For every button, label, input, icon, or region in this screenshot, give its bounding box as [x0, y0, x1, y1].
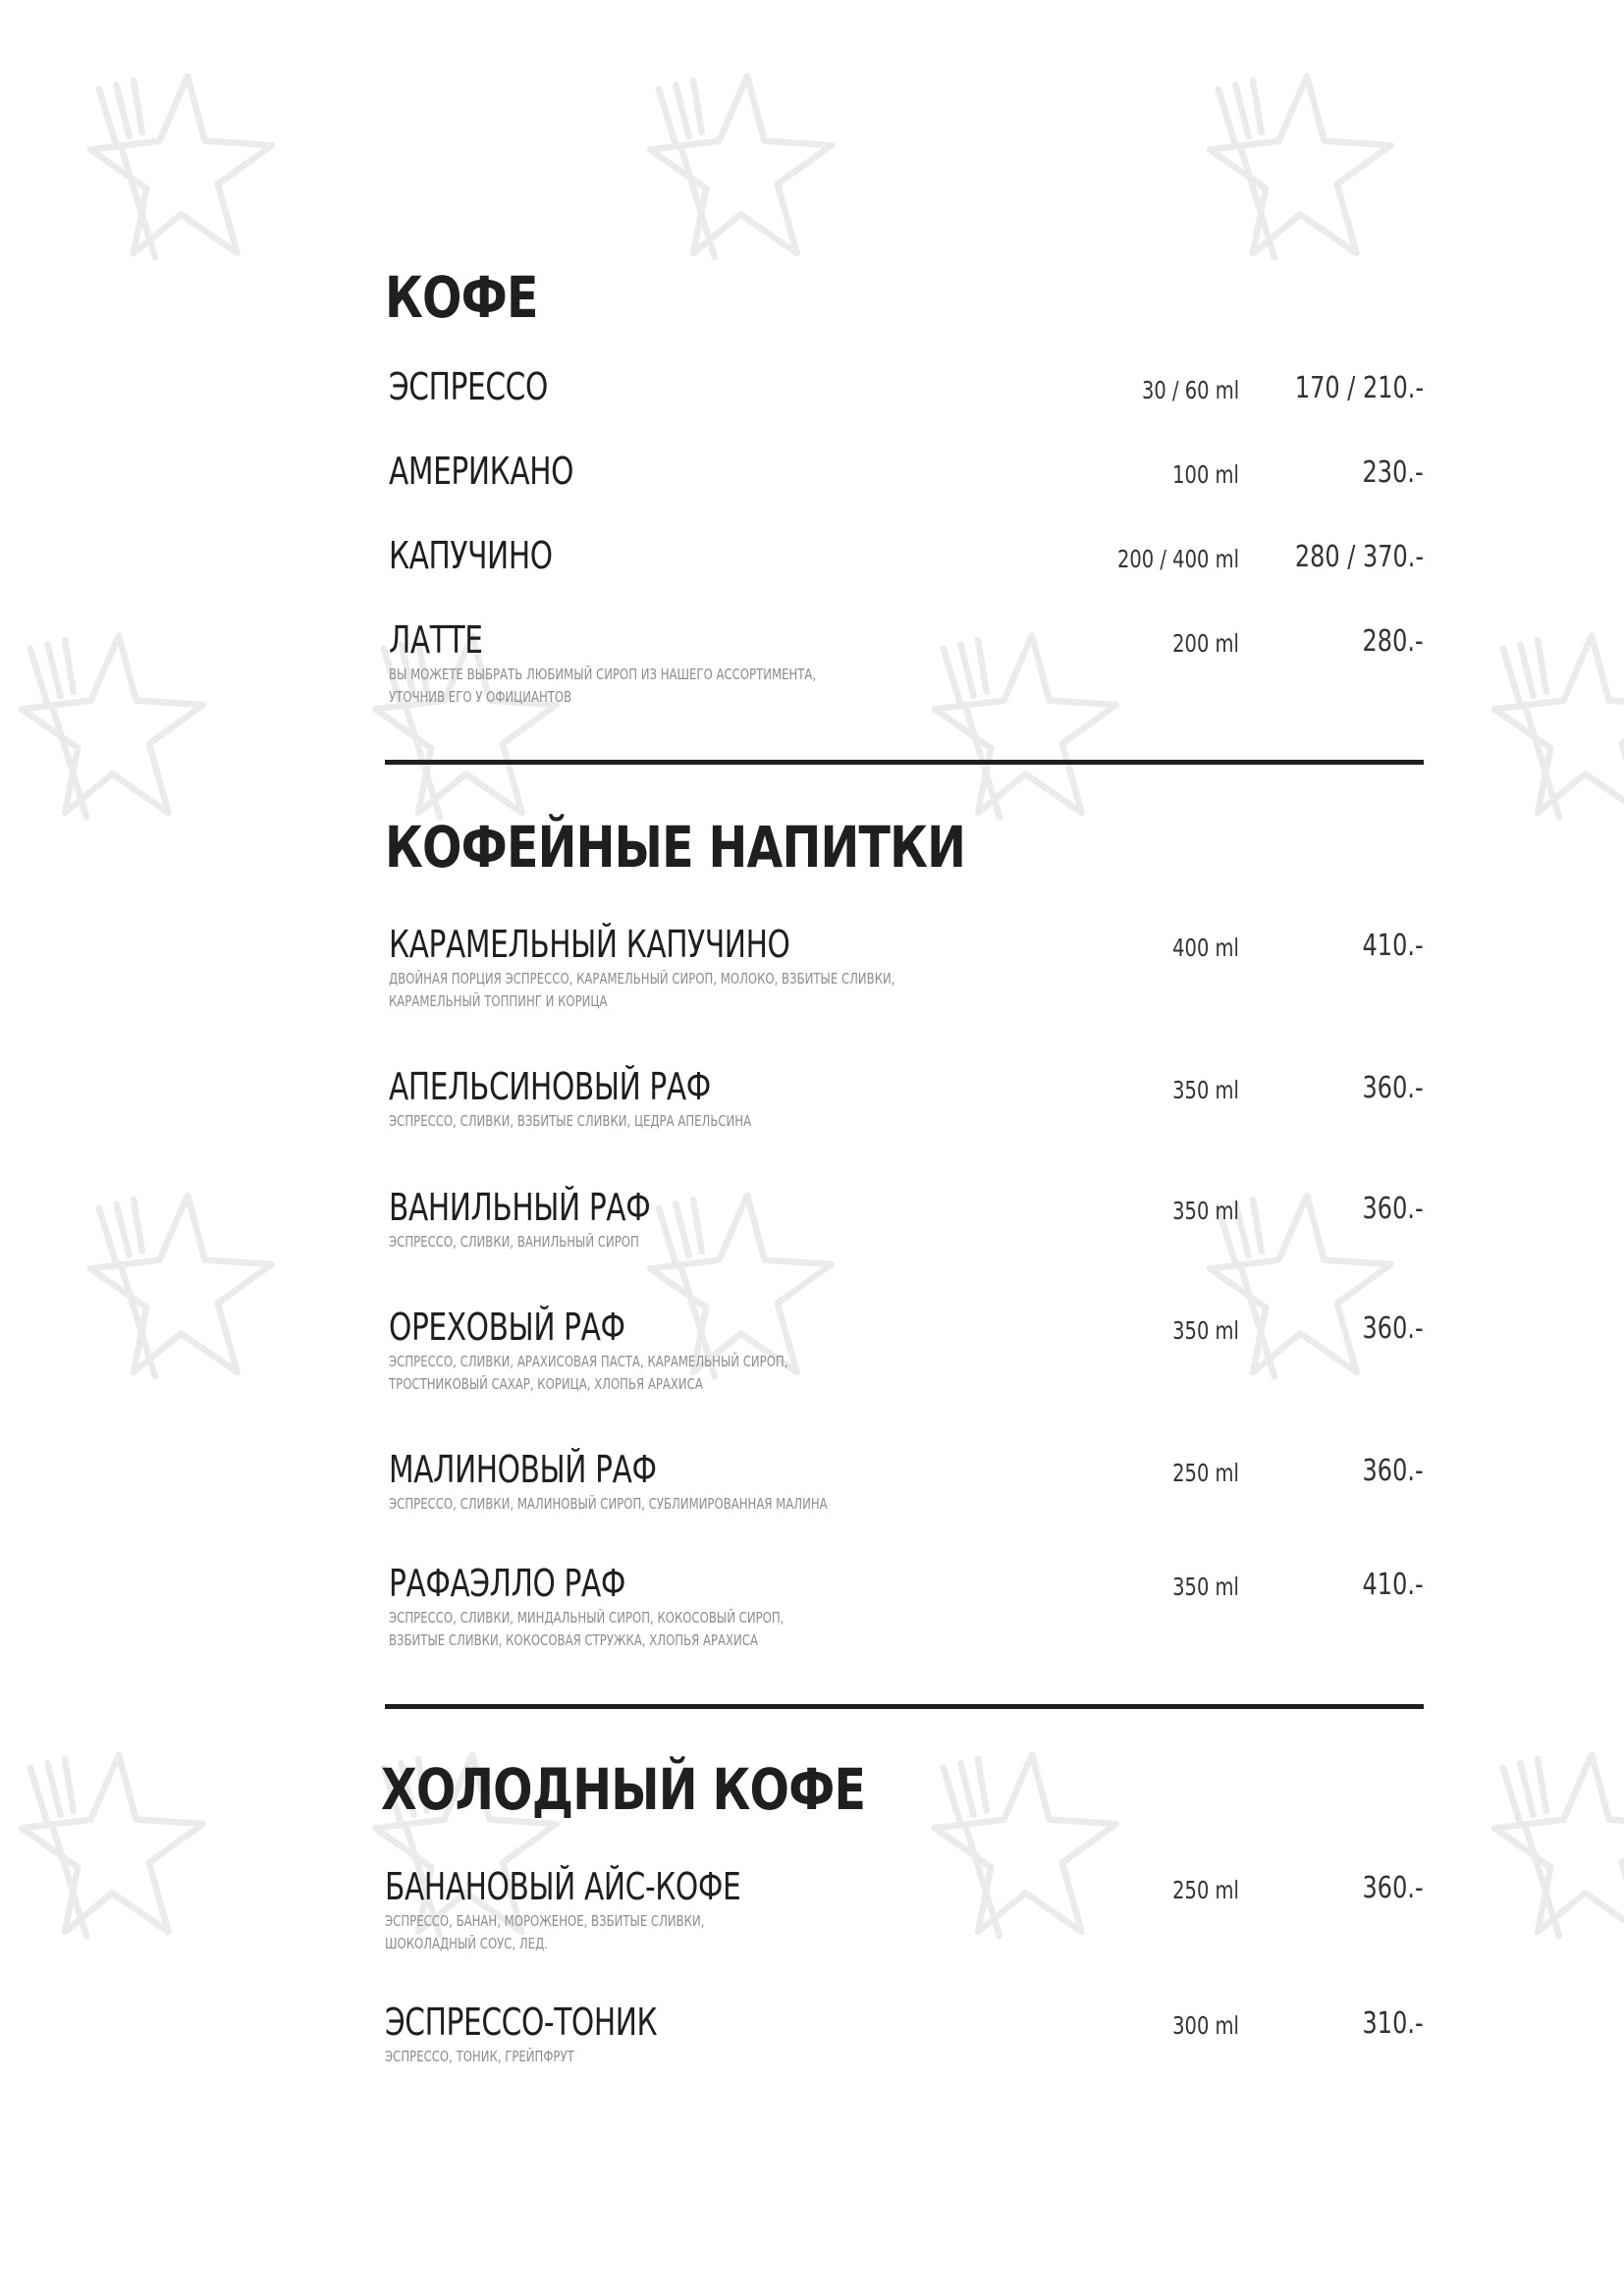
item-name: МАЛИНОВЫЙ РАФ: [389, 1448, 657, 1491]
menu-item: [385, 536, 1424, 575]
section-title: КОФЕЙНЫЕ НАПИТКИ: [385, 814, 966, 881]
description-line: ШОКОЛАДНЫЙ СОУС, ЛЕД.: [385, 1935, 548, 1952]
watermark-star-fork-icon: [1188, 59, 1404, 275]
item-name: КАРАМЕЛЬНЫЙ КАПУЧИНО: [389, 923, 790, 966]
description-line: УТОЧНИВ ЕГО У ОФИЦИАНТОВ: [389, 688, 572, 706]
section-divider: [385, 1704, 1424, 1709]
item-volume: 350 ml: [1172, 1573, 1239, 1601]
item-volume: 300 ml: [1172, 2011, 1239, 2040]
description-line: ЭСПРЕССО, СЛИВКИ, МАЛИНОВЫЙ СИРОП, СУБЛИМИРОВАННАЯ МАЛИНА: [389, 1495, 828, 1513]
item-price: 170 / 210.-: [1294, 371, 1424, 405]
item-volume: 350 ml: [1172, 1316, 1239, 1345]
description-line: ЭСПРЕССО, ТОНИК, ГРЕЙПФРУТ: [385, 2048, 574, 2065]
item-volume: 350 ml: [1172, 1076, 1239, 1104]
item-price: 360.-: [1362, 1871, 1424, 1905]
item-price: 360.-: [1362, 1311, 1424, 1346]
watermark-star-fork-icon: [628, 59, 844, 275]
menu-item: [381, 1865, 1424, 1952]
item-volume: 400 ml: [1172, 934, 1239, 962]
description-line: ВЫ МОЖЕТЕ ВЫБРАТЬ ЛЮБИМЫЙ СИРОП ИЗ НАШЕГО АССОРТИМЕНТА,: [389, 666, 817, 683]
description-line: КАРАМЕЛЬНЫЙ ТОППИНГ И КОРИЦА: [389, 992, 608, 1010]
menu-item: [385, 1448, 1424, 1513]
watermark-star-fork-icon: [913, 1737, 1129, 1953]
item-description: [389, 1607, 925, 1652]
item-volume: 250 ml: [1172, 1459, 1239, 1487]
menu-item: [381, 2001, 1424, 2065]
description-line: ВЗБИТЫЕ СЛИВКИ, КОКОСОВАЯ СТРУЖКА, ХЛОПЬЯ АРАХИСА: [389, 1631, 758, 1649]
item-volume: 100 ml: [1172, 460, 1239, 489]
menu-item: [385, 1065, 1424, 1130]
item-description: [389, 1493, 925, 1516]
item-volume: 30 / 60 ml: [1141, 376, 1239, 404]
menu-item: [385, 1186, 1424, 1251]
menu-item: [385, 452, 1424, 491]
item-volume: 250 ml: [1172, 1876, 1239, 1904]
item-name: ОРЕХОВЫЙ РАФ: [389, 1306, 625, 1349]
watermark-star-fork-icon: [69, 59, 285, 275]
description-line: ТРОСТНИКОВЫЙ САХАР, КОРИЦА, ХЛОПЬЯ АРАХИСА: [389, 1375, 703, 1393]
item-description: [389, 664, 925, 709]
menu-item: [385, 1562, 1424, 1649]
item-price: 230.-: [1362, 455, 1424, 490]
item-name: РАФАЭЛЛО РАФ: [389, 1562, 625, 1605]
item-description: [385, 2046, 921, 2068]
section-title: ХОЛОДНЫЙ КОФЕ: [381, 1756, 866, 1823]
item-name: ЛАТТЕ: [389, 618, 483, 662]
menu-item: [385, 1306, 1424, 1393]
description-line: ЭСПРЕССО, СЛИВКИ, ВЗБИТЫЕ СЛИВКИ, ЦЕДРА АПЕЛЬСИНА: [389, 1112, 752, 1130]
description-line: ЭСПРЕССО, БАНАН, МОРОЖЕНОЕ, ВЗБИТЫЕ СЛИВКИ,: [385, 1912, 705, 1930]
menu-item: [385, 618, 1424, 706]
item-name: ЭСПРЕССО-ТОНИК: [385, 2001, 658, 2044]
item-name: ВАНИЛЬНЫЙ РАФ: [389, 1186, 651, 1229]
menu-item: [385, 367, 1424, 406]
item-price: 410.-: [1362, 1568, 1424, 1602]
item-price: 410.-: [1362, 929, 1424, 963]
item-name: АПЕЛЬСИНОВЫЙ РАФ: [389, 1065, 711, 1108]
item-volume: 350 ml: [1172, 1197, 1239, 1225]
description-line: ЭСПРЕССО, СЛИВКИ, АРАХИСОВАЯ ПАСТА, КАРАМЕЛЬНЫЙ СИРОП,: [389, 1353, 788, 1370]
item-volume: 200 / 400 ml: [1116, 545, 1239, 573]
watermark-star-fork-icon: [0, 1737, 216, 1953]
item-name: ЭСПРЕССО: [389, 365, 548, 408]
item-description: [389, 968, 925, 1013]
watermark-star-fork-icon: [1473, 1737, 1624, 1953]
section-divider: [385, 760, 1424, 765]
description-line: ДВОЙНАЯ ПОРЦИЯ ЭСПРЕССО, КАРАМЕЛЬНЫЙ СИРОП, МОЛОКО, ВЗБИТЫЕ СЛИВКИ,: [389, 970, 895, 988]
item-description: [385, 1910, 921, 1955]
description-line: ЭСПРЕССО, СЛИВКИ, МИНДАЛЬНЫЙ СИРОП, КОКОСОВЫЙ СИРОП,: [389, 1609, 785, 1627]
section-title: КОФЕ: [385, 264, 538, 331]
item-price: 280.-: [1362, 624, 1424, 659]
item-price: 280 / 370.-: [1294, 540, 1424, 574]
item-price: 360.-: [1362, 1454, 1424, 1488]
watermark-star-fork-icon: [0, 618, 216, 834]
menu-item: [385, 923, 1424, 1010]
item-price: 360.-: [1362, 1192, 1424, 1226]
item-description: [389, 1351, 925, 1396]
item-volume: 200 ml: [1172, 629, 1239, 658]
watermark-star-fork-icon: [69, 1178, 285, 1394]
item-name: БАНАНОВЫЙ АЙС-КОФЕ: [385, 1865, 741, 1908]
item-description: [389, 1231, 925, 1254]
item-description: [389, 1110, 925, 1133]
watermark-star-fork-icon: [1473, 618, 1624, 834]
description-line: ЭСПРЕССО, СЛИВКИ, ВАНИЛЬНЫЙ СИРОП: [389, 1233, 639, 1251]
item-name: КАПУЧИНО: [389, 534, 553, 577]
item-price: 310.-: [1362, 2006, 1424, 2041]
item-price: 360.-: [1362, 1071, 1424, 1105]
item-name: АМЕРИКАНО: [389, 450, 574, 493]
